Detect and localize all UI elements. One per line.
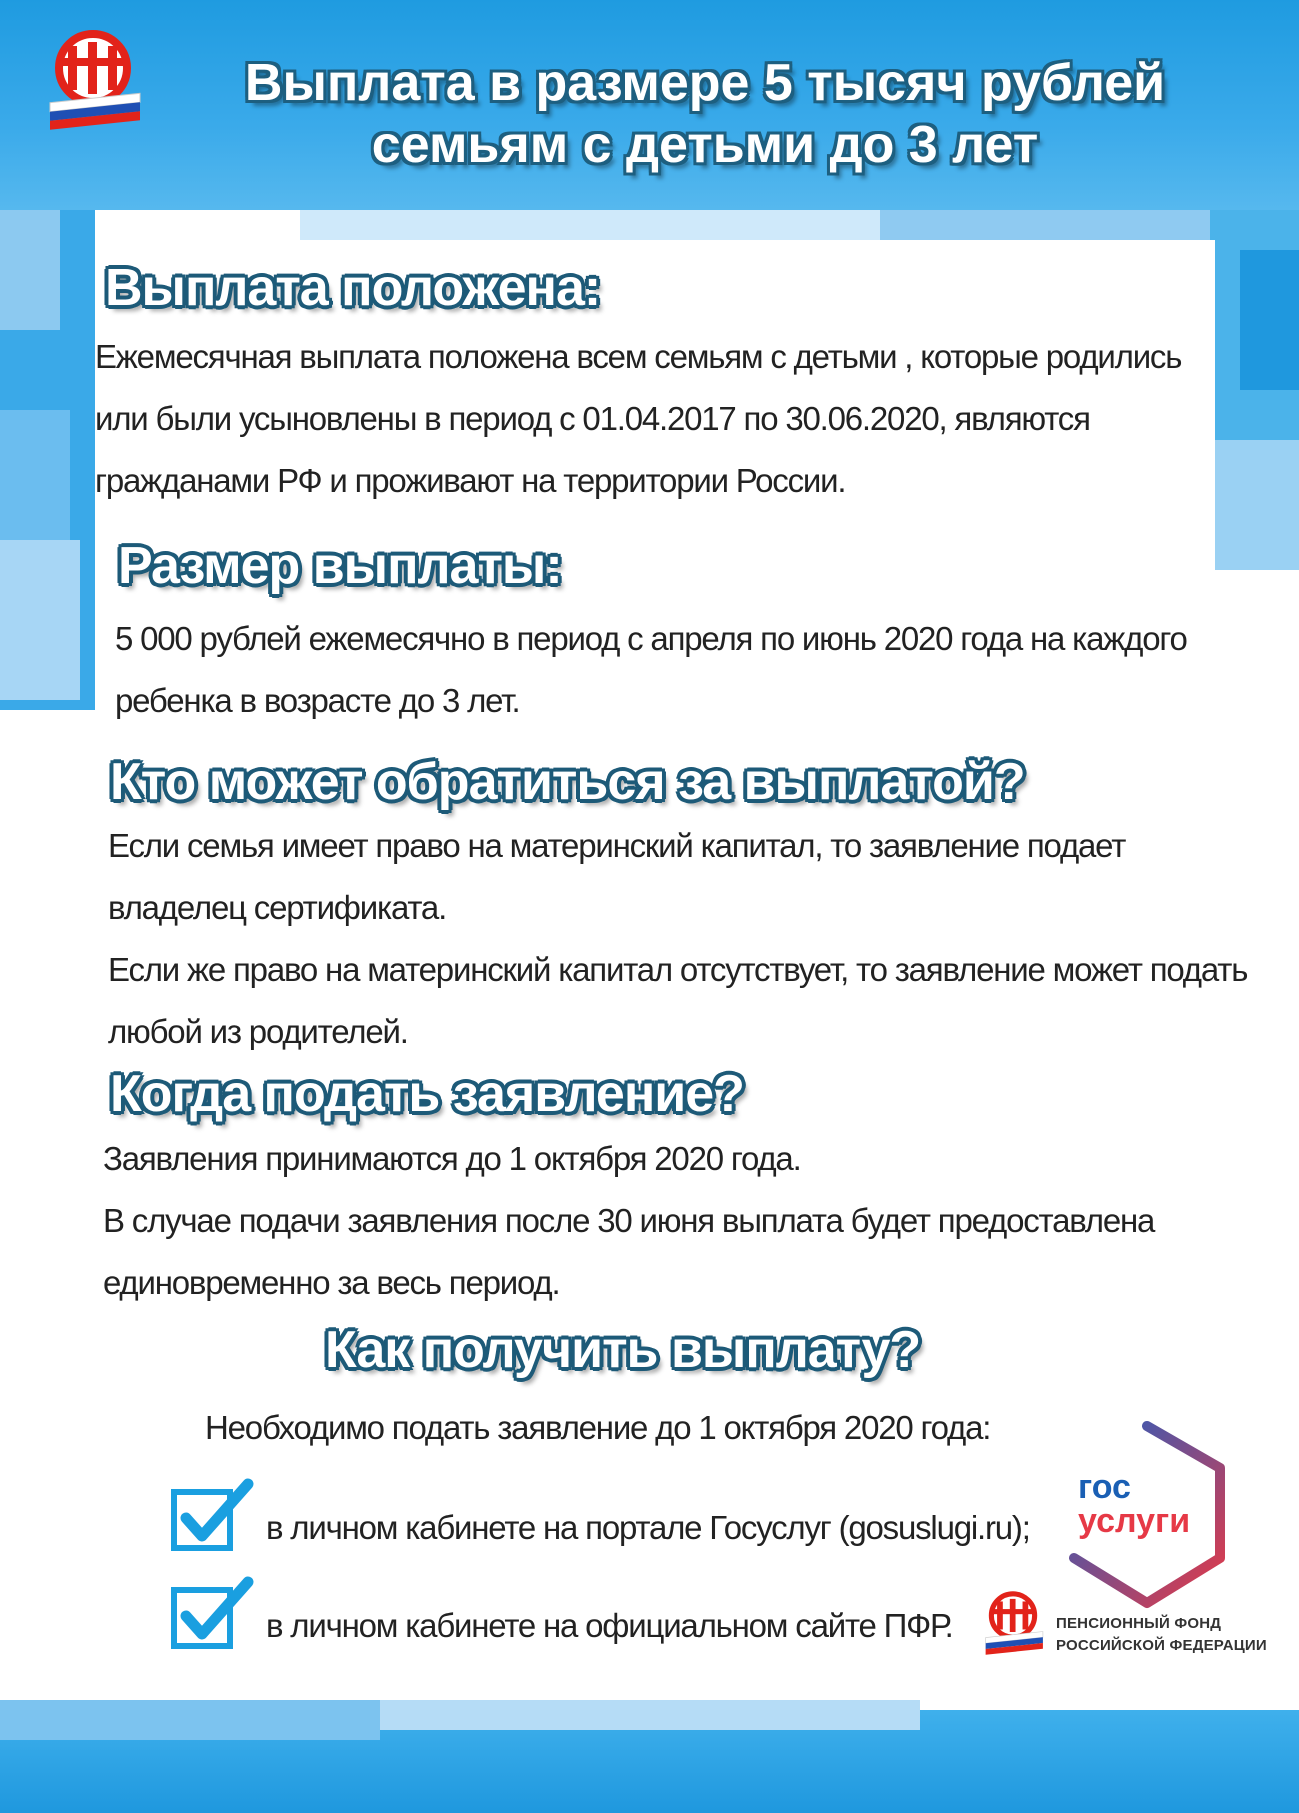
paragraph: 5 000 рублей ежемесячно в период с апреля по июнь 2020 года на каждого ребенка в возрасте до 3 лет. <box>115 620 1187 719</box>
section-heading-eligibility: Выплата положена: <box>105 259 601 317</box>
paragraph: Если семья имеет право на материнский капитал, то заявление подает владелец сертификата. <box>108 827 1126 926</box>
gosuslugi-word-uslugi: услуги <box>1078 1502 1191 1540</box>
bg-block <box>380 1700 920 1730</box>
pfr-footer-name <box>1056 1613 1267 1657</box>
section-heading-who-can-apply: Кто может обратиться за выплатой? <box>110 753 1025 811</box>
page-title <box>180 52 1230 176</box>
pfr-name-line-1: ПЕНСИОННЫЙ ФОНД <box>1056 1615 1222 1632</box>
paragraph: Ежемесячная выплата положена всем семьям с детьми , которые родились или были усыновлены в период с 01.04.2017 по 30.06.2020, являются гражданами РФ и проживают на территории России. <box>95 338 1182 499</box>
section-heading-when-to-apply: Когда подать заявление? <box>110 1065 744 1123</box>
pfr-footer-logo <box>978 1590 1048 1660</box>
pfr-emblem-icon <box>978 1590 1048 1660</box>
bg-block <box>1240 250 1299 390</box>
pfr-name-line-2: РОССИЙСКОЙ ФЕДЕРАЦИИ <box>1056 1637 1267 1654</box>
pfr-logo <box>38 28 148 138</box>
section-text-who-can-apply <box>108 815 1268 1063</box>
section-heading-amount: Размер выплаты: <box>118 537 562 595</box>
section-text-eligibility <box>95 326 1235 512</box>
pfr-emblem-icon <box>38 28 148 138</box>
bg-block <box>0 410 70 540</box>
method-pfr-site: в личном кабинете на официальном сайте ПФР. <box>266 1607 953 1644</box>
title-line-1: Выплата в размере 5 тысяч рублей <box>244 54 1166 112</box>
paragraph: Если же право на материнский капитал отсутствует, то заявление может подать любой из родителей. <box>108 951 1248 1050</box>
title-line-2: семьям с детьми до 3 лет <box>371 116 1039 174</box>
section-heading-how-to-get: Как получить выплату? <box>325 1321 921 1379</box>
bg-block <box>0 540 80 700</box>
bg-block <box>0 210 60 330</box>
section-text-when-to-apply <box>103 1128 1223 1314</box>
paragraph: Заявления принимаются до 1 октября 2020 года. <box>103 1140 801 1177</box>
paragraph: В случае подачи заявления после 30 июня выплата будет предоставлена единовременно за весь период. <box>103 1202 1155 1301</box>
checkbox-checked-icon <box>170 1478 230 1538</box>
bg-block <box>0 1700 380 1740</box>
gosuslugi-wordmark <box>1078 1470 1190 1538</box>
section-text-amount <box>115 608 1225 732</box>
how-to-intro: Необходимо подать заявление до 1 октября 2020 года: <box>205 1409 991 1446</box>
gosuslugi-word-gos: гос <box>1078 1468 1131 1506</box>
checkbox-checked-icon <box>170 1576 230 1636</box>
method-gosuslugi: в личном кабинете на портале Госуслуг (gosuslugi.ru); <box>266 1509 1030 1546</box>
